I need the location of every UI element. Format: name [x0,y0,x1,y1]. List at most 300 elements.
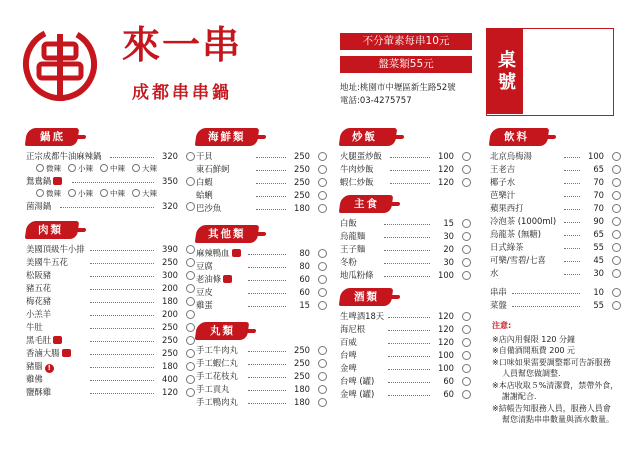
menu-item[interactable] [340,163,472,176]
menu-item-name-text: 地瓜粉條 [340,270,374,280]
menu-item[interactable] [196,286,328,299]
leader-dots [564,274,580,275]
section-title: 肉類 [38,224,63,236]
leader-dots [90,328,154,329]
brand-subtitle: 成都串串鍋 [132,83,232,103]
brush-stroke-tail [244,329,257,333]
order-checkbox[interactable] [462,338,471,347]
leader-dots [564,183,580,184]
menu-item[interactable] [340,336,472,349]
thumbs-up-icon [232,249,241,257]
leader-dots [564,157,580,158]
menu-item-name-text: 台啤 [340,350,357,360]
menu-item[interactable] [490,228,622,241]
leader-dots [388,343,430,344]
menu-item[interactable] [490,286,622,299]
section-header [340,128,472,146]
menu-item-price: 400 [162,374,178,384]
order-checkbox[interactable] [318,359,327,368]
order-checkbox[interactable] [186,349,195,358]
leader-dots [72,182,154,183]
order-checkbox[interactable] [612,230,621,239]
menu-item-name [196,150,213,163]
menu-item-name-text: 雞蛋 [196,300,213,310]
radio-circle-icon [100,164,108,172]
spacer [196,312,328,322]
leader-dots [390,183,430,184]
menu-item-name-text: 生啤酒18天 [340,311,385,321]
order-checkbox[interactable] [318,385,327,394]
menu-item[interactable] [196,299,328,312]
menu-item-price: 100 [438,151,454,161]
menu-item-name [196,247,241,260]
order-checkbox[interactable] [318,301,327,310]
menu-item-price: 120 [162,387,178,397]
order-checkbox[interactable] [462,152,471,161]
section-title: 主食 [354,198,379,210]
menu-item-price: 100 [438,270,454,280]
menu-item-price: 250 [294,345,310,355]
menu-item[interactable] [340,243,472,256]
leader-dots [512,306,580,307]
spice-option[interactable] [132,188,157,200]
menu-item-name [340,150,382,163]
menu-item[interactable] [340,269,472,282]
address: 地址:桃園市中壢區新生路52號 [340,83,456,93]
order-checkbox[interactable] [462,312,471,321]
leader-dots [256,170,286,171]
menu-item[interactable] [196,189,328,202]
menu-item-price: 10 [593,287,604,297]
menu-item-name [26,282,51,295]
menu-item-name-text: 麻辣鴨血 [196,248,230,258]
menu-item-price: 65 [593,229,604,239]
order-checkbox[interactable] [462,351,471,360]
menu-item-price: 250 [162,348,178,358]
menu-item[interactable] [490,163,622,176]
menu-item-name [26,200,51,213]
menu-item-price: 250 [294,190,310,200]
menu-item-price: 120 [438,177,454,187]
menu-item-name-text: 手工花枝丸 [196,371,238,381]
menu-item-name-text: 牛肉炒飯 [340,164,374,174]
order-checkbox[interactable] [462,258,471,267]
menu-item[interactable] [196,273,328,286]
menu-item[interactable] [490,215,622,228]
menu-item-name [340,230,365,243]
menu-item-name [490,215,556,228]
menu-item-name [26,321,43,334]
section-header [490,128,622,146]
menu-item[interactable] [340,256,472,269]
order-checkbox[interactable] [318,152,327,161]
menu-item[interactable] [26,373,188,386]
menu-item[interactable] [490,150,622,163]
order-checkbox[interactable] [186,258,195,267]
notes-lines [492,334,628,426]
menu-item-name [196,383,230,396]
menu-item[interactable] [26,256,188,269]
leader-dots [60,207,154,208]
order-checkbox[interactable] [612,191,621,200]
menu-item-name [340,362,357,375]
notes [492,320,628,426]
order-checkbox[interactable] [612,269,621,278]
menu-item-name [340,349,357,362]
menu-item-name [26,373,43,386]
order-checkbox[interactable] [612,301,621,310]
order-checkbox[interactable] [318,398,327,407]
menu-item-name-text: 干貝 [196,151,213,161]
brand-logo [20,24,100,104]
section-header [196,128,328,146]
menu-item[interactable] [490,202,622,215]
order-checkbox[interactable] [186,245,195,254]
menu-item-price: 180 [294,384,310,394]
menu-item[interactable] [196,370,328,383]
note-line: 幫您清點串串數量與酒水數量。 [502,415,614,424]
brush-stroke-tail [392,135,405,139]
leader-dots [256,209,286,210]
leader-dots [90,302,154,303]
menu-item-price: 250 [294,164,310,174]
order-checkbox[interactable] [318,165,327,174]
leader-dots [90,276,154,277]
order-checkbox[interactable] [462,245,471,254]
menu-item[interactable] [26,321,188,334]
order-checkbox[interactable] [462,390,471,399]
menu-item[interactable] [340,375,472,388]
note-line: ※口味如果需要調整都可告訴服務 [492,357,611,367]
menu-item-name-text: 梅花豬 [26,296,52,306]
menu-item-name [196,189,213,202]
order-checkbox[interactable] [462,271,471,280]
brush-stroke-tail [544,135,557,139]
order-checkbox[interactable] [612,288,621,297]
menu-item[interactable] [26,308,188,321]
spice-option-label: 中辣 [110,189,125,198]
menu-item[interactable] [26,334,188,347]
order-checkbox[interactable] [318,178,327,187]
menu-item-price: 60 [299,287,310,297]
order-checkbox[interactable] [318,275,327,284]
leader-dots [256,183,286,184]
leader-dots [248,293,286,294]
section-header [340,288,472,306]
order-checkbox[interactable] [186,336,195,345]
menu-item[interactable] [26,295,188,308]
menu-item-name-text: 北京烏梅湯 [490,151,532,161]
note-line: 謝謝配合. [502,392,537,401]
menu-item[interactable] [26,386,188,399]
menu-item-name [26,295,51,308]
menu-item-price: 390 [162,244,178,254]
menu-item-name [340,243,365,256]
order-checkbox[interactable] [318,262,327,271]
menu-item-name-text: 水 [490,268,499,278]
menu-item[interactable] [196,247,328,260]
menu-item[interactable] [26,269,188,282]
section-title: 酒類 [354,291,379,303]
order-checkbox[interactable] [612,152,621,161]
menu-item-price: 65 [593,164,604,174]
menu-item[interactable] [196,383,328,396]
order-checkbox[interactable] [318,288,327,297]
order-checkbox[interactable] [186,177,195,186]
menu-item-name [340,269,374,282]
section-title: 其他類 [208,228,246,240]
order-checkbox[interactable] [186,310,195,319]
menu-item[interactable] [26,360,188,373]
menu-item[interactable] [340,150,472,163]
menu-item-name [26,334,62,347]
leader-dots [384,224,430,225]
section-header [26,128,188,146]
order-checkbox[interactable] [318,191,327,200]
menu-item-name-text: 可樂/雪碧/七喜 [490,255,546,265]
spice-level-options [26,163,188,175]
leader-dots [388,356,430,357]
leader-dots [90,341,154,342]
menu-item-name [196,202,221,215]
thumbs-up-icon [53,177,62,185]
menu-item-name-text: 烏龍麵 [340,231,366,241]
menu-item-name-text: 蝦仁炒飯 [340,177,374,187]
order-checkbox[interactable] [612,165,621,174]
menu-item-name-text: 手工牛肉丸 [196,345,238,355]
radio-circle-icon [132,189,140,197]
menu-item[interactable] [490,267,622,280]
leader-dots [248,280,286,281]
radio-circle-icon [100,189,108,197]
order-checkbox[interactable] [462,364,471,373]
order-checkbox[interactable] [318,249,327,258]
order-checkbox[interactable] [186,284,195,293]
order-checkbox[interactable] [612,178,621,187]
menu-item-name [26,175,62,188]
order-checkbox[interactable] [612,217,621,226]
menu-item-price: 15 [299,300,310,310]
menu-item[interactable] [196,202,328,215]
menu-item-name [196,176,213,189]
menu-item-name-text: 松阪豬 [26,270,52,280]
order-checkbox[interactable] [186,202,195,211]
brush-stroke-tail [74,135,87,139]
phone: 電話:03-4275757 [340,96,412,106]
brush-stroke-tail [388,202,401,206]
leader-dots [564,248,580,249]
menu-item[interactable] [340,310,472,323]
menu-item-price: 320 [162,201,178,211]
menu-item-price: 45 [593,255,604,265]
menu-item-name-text: 東石鮮蚵 [196,164,230,174]
spice-option[interactable] [36,188,61,200]
menu-item-name-text: 鹽酥雞 [26,387,52,397]
menu-item-name-text: 椰子水 [490,177,516,187]
menu-item-name [340,375,374,388]
menu-item-name [490,189,515,202]
menu-item[interactable] [490,241,622,254]
spice-option[interactable] [68,163,93,175]
order-checkbox[interactable] [612,243,621,252]
menu-item[interactable] [340,349,472,362]
section-header [196,322,328,340]
spice-option-label: 大辣 [142,189,157,198]
menu-item-name-text: 豆腐 [196,261,213,271]
menu-item-name-text: 正宗成都牛油麻辣鍋 [26,151,102,161]
spice-option[interactable] [36,163,61,175]
leader-dots [248,254,286,255]
column-drinks [490,128,622,312]
menu-item[interactable] [490,176,622,189]
leader-dots [388,382,430,383]
menu-item-price: 180 [162,296,178,306]
leader-dots [248,403,286,404]
spice-option[interactable] [68,188,93,200]
order-checkbox[interactable] [462,232,471,241]
order-checkbox[interactable] [462,219,471,228]
menu-item-name-text: 百威 [340,337,357,347]
menu-item[interactable] [340,362,472,375]
column-seafood-others-balls [196,128,328,409]
menu-item-name-text: 金啤 [340,363,357,373]
menu-item[interactable] [196,357,328,370]
menu-item-name-text: 冷泡茶 (1000ml) [490,216,557,226]
menu-item-name-text: 烏龍茶 (無糖) [490,229,542,239]
menu-item-name-text: 雞佛 [26,374,43,384]
thumbs-up-icon [223,275,232,283]
menu-item[interactable] [26,200,188,213]
note-line: ※結帳告知服務人員，服務人員會 [492,403,611,413]
spice-option[interactable] [100,188,125,200]
menu-item-name-text: 美國頂級牛小排 [26,244,85,254]
menu-item-name [196,163,230,176]
spacer [196,215,328,225]
note-line: ※自備酒開瓶費 200 元 [492,346,576,355]
order-checkbox[interactable] [186,362,195,371]
menu-item-price: 200 [162,309,178,319]
spice-option[interactable] [132,163,157,175]
menu-item-name [196,370,238,383]
leader-dots [90,315,154,316]
leader-dots [388,317,430,318]
order-checkbox[interactable] [186,323,195,332]
menu-item-name-text: 巴沙魚 [196,203,222,213]
section-title: 鍋底 [40,131,65,143]
leader-dots [564,196,580,197]
menu-item[interactable] [490,189,622,202]
menu-item-name-text: 白飯 [340,218,357,228]
menu-item[interactable] [196,396,328,409]
menu-item[interactable] [26,243,188,256]
menu-item[interactable] [340,176,472,189]
menu-item[interactable] [490,299,622,312]
order-checkbox[interactable] [462,377,471,386]
leader-dots [512,293,580,294]
menu-item[interactable] [340,230,472,243]
menu-item[interactable] [196,260,328,273]
menu-item-name-text: 老油條 [196,274,222,284]
menu-item-name [340,256,357,269]
menu-item[interactable] [196,163,328,176]
menu-item-price: 70 [593,190,604,200]
column-hotpot-meat [26,128,188,399]
menu-item[interactable] [340,217,472,230]
menu-item-name-text: 小羔羊 [26,309,52,319]
order-checkbox[interactable] [186,388,195,397]
order-checkbox[interactable] [186,152,195,161]
menu-item[interactable] [196,150,328,163]
menu-item-name-text: 美國牛五花 [26,257,68,267]
menu-item-name-text: 菌湯鍋 [26,201,52,211]
menu-item[interactable] [340,388,472,401]
menu-item-price: 300 [162,270,178,280]
order-checkbox[interactable] [462,165,471,174]
order-checkbox[interactable] [462,178,471,187]
menu-item-price: 80 [299,248,310,258]
leader-dots [564,222,580,223]
leader-dots [388,395,430,396]
menu-item-price: 180 [162,361,178,371]
menu-item[interactable] [26,150,188,163]
menu-item[interactable] [26,175,188,188]
table-number-label [487,29,523,114]
section-title: 海鮮類 [208,131,246,143]
column-rice-staple-liquor [340,128,472,401]
leader-dots [564,209,580,210]
menu-item[interactable] [340,323,472,336]
menu-item-price: 200 [162,283,178,293]
spice-option[interactable] [100,163,125,175]
menu-item[interactable] [26,282,188,295]
menu-item[interactable] [196,176,328,189]
table-number-box[interactable] [486,28,614,116]
order-checkbox[interactable] [186,297,195,306]
order-checkbox[interactable] [612,256,621,265]
order-checkbox[interactable] [318,372,327,381]
order-checkbox[interactable] [462,325,471,334]
order-checkbox[interactable] [318,346,327,355]
menu-item-price: 55 [593,242,604,252]
menu-item-name-text: 冬粉 [340,257,357,267]
order-checkbox[interactable] [318,204,327,213]
menu-item-name [340,217,357,230]
leader-dots [384,237,430,238]
leader-dots [90,289,154,290]
menu-item[interactable] [490,254,622,267]
menu-item-name-text: 菜盤 [490,300,507,310]
order-checkbox[interactable] [186,271,195,280]
menu-item-price: 20 [443,244,454,254]
brush-stroke-tail [254,232,267,236]
menu-item-price: 30 [443,231,454,241]
table-number-label-text: 桌號 [495,49,516,94]
leader-dots [564,261,580,262]
order-checkbox[interactable] [612,204,621,213]
menu-item-name-text: 王子麵 [340,244,366,254]
menu-item[interactable] [196,344,328,357]
menu-item-name-text: 豬腦 [26,361,43,371]
order-checkbox[interactable] [186,375,195,384]
leader-dots [564,235,580,236]
menu-item[interactable] [26,347,188,360]
menu-item-name [490,254,546,267]
leader-dots [248,267,286,268]
menu-item-name [26,269,51,282]
menu-item-name [196,396,238,409]
menu-item-name [26,150,101,163]
menu-item-name [26,347,71,360]
